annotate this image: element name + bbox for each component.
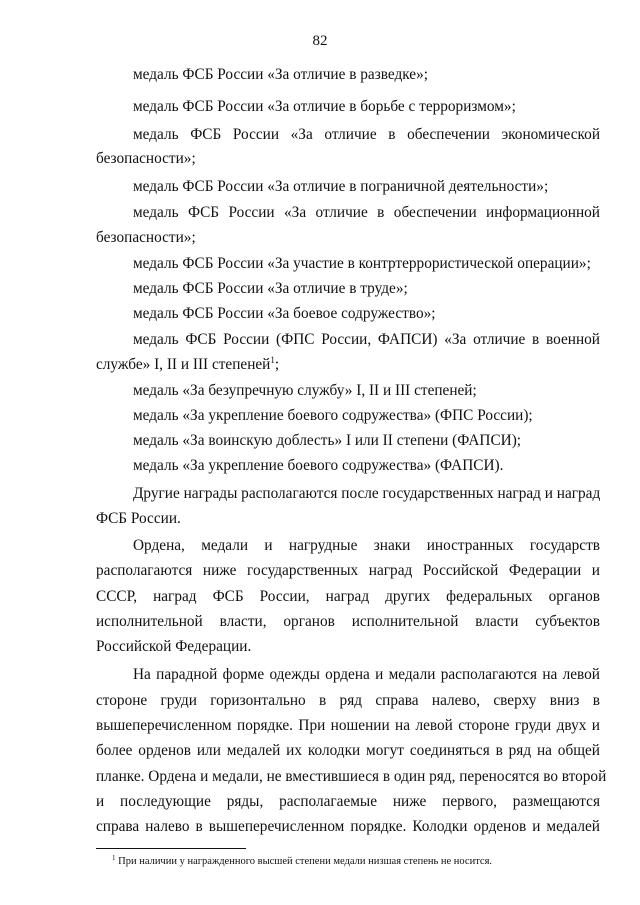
list-item-continuation: безопасности»; [96,229,196,246]
list-item: медаль ФСБ России «За отличие в труде»; [133,280,408,297]
list-item-text: службе» I, II и III степеней [96,356,271,373]
list-item: медаль ФСБ России «За отличие в обеспечении информационной [133,204,600,221]
paragraph-line: Российской Федерации. [96,638,252,655]
paragraph-line: СССР, наград ФСБ России, наград других федеральных органов [96,588,600,605]
list-item: медаль «За безупречную службу» I, II и III степеней; [133,382,477,399]
paragraph-line: Ордена, медали и нагрудные знаки иностранных государств [133,537,600,554]
paragraph-line: располагаются ниже государственных наград Российской Федерации и [96,562,600,579]
paragraph-line: стороне груди горизонтально в ряд справа налево, сверху вниз в [96,692,600,709]
paragraph-line: справа налево в вышеперечисленном порядке. Колодки орденов и медалей [96,818,600,835]
list-item: медаль «За укрепление боевого содружества» (ФПС России); [133,407,533,424]
list-item: медаль ФСБ России «За отличие в разведке»; [133,66,428,83]
footnote-reference: 1 [270,355,275,365]
footnote [112,855,492,868]
list-item: медаль ФСБ России «За отличие в борьбе с терроризмом»; [133,98,516,115]
paragraph-line: исполнительной власти, органов исполнительной власти субъектов [96,613,600,630]
paragraph-line: более орденов или медалей их колодки могут соединяться в ряд на общей [96,742,600,759]
footnote-marker: 1 [112,854,116,862]
paragraph-line: и последующие ряды, располагаемые ниже первого, размещаются [96,793,600,810]
list-item: медаль «За воинскую доблесть» I или II степени (ФАПСИ); [133,432,522,449]
list-item: медаль ФСБ России (ФПС России, ФАПСИ) «За отличие в военной [133,331,600,348]
footnote-text: При наличии у награжденного высшей степени медали низшая степень не носится. [118,856,493,867]
list-item-continuation: безопасности»; [96,150,196,167]
paragraph-line: ФСБ России. [96,510,181,527]
list-item: медаль ФСБ России «За участие в контртеррористической операции»; [133,255,591,272]
list-item: медаль ФСБ России «За отличие в пограничной деятельности»; [133,178,549,195]
list-item-continuation [96,356,279,374]
list-item: медаль «За укрепление боевого содружества» (ФАПСИ). [133,457,504,474]
paragraph-line: планке. Ордена и медали, не вместившиеся в один ряд, переносятся во второй [96,768,607,785]
paragraph-line: На парадной форме одежды ордена и медали располагаются на левой [133,666,600,683]
paragraph-line: вышеперечисленном порядке. При ношении на левой стороне груди двух и [96,717,600,734]
list-item: медаль ФСБ России «За отличие в обеспечении экономической [133,126,600,143]
list-item: медаль ФСБ России «За боевое содружество»; [133,305,436,322]
paragraph-line: Другие награды располагаются после государственных наград и наград [133,485,601,502]
footnote-divider [96,848,246,849]
list-item-punctuation: ; [274,356,280,373]
page-number: 82 [312,33,328,49]
